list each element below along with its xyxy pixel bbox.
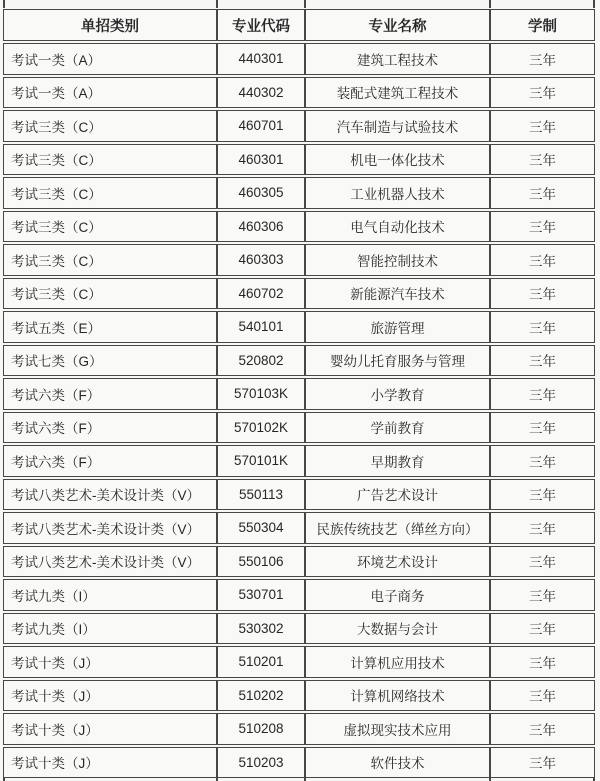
code-cell: 570102K [217, 412, 305, 444]
col-header-code: 专业代码 [217, 9, 305, 41]
code-cell: 510201 [217, 646, 305, 678]
category-cell: 考试六类（F） [3, 445, 217, 477]
table-row [3, 110, 595, 142]
column-divider-stub [593, 777, 595, 781]
category-cell: 考试三类（C） [3, 211, 217, 243]
major-cell: 新能源汽车技术 [305, 278, 490, 310]
code-cell: 460701 [217, 110, 305, 142]
category-cell: 考试六类（F） [3, 378, 217, 410]
major-cell: 旅游管理 [305, 311, 490, 343]
column-divider-stub [3, 777, 5, 781]
table-row [3, 311, 595, 343]
table-row [3, 713, 595, 745]
category-cell: 考试三类（C） [3, 110, 217, 142]
category-cell: 考试三类（C） [3, 278, 217, 310]
code-cell: 510202 [217, 680, 305, 712]
col-header-category: 单招类别 [3, 9, 217, 41]
category-cell: 考试三类（C） [3, 177, 217, 209]
duration-cell: 三年 [490, 579, 595, 611]
table-header [3, 9, 595, 41]
code-cell: 460303 [217, 244, 305, 276]
code-cell: 540101 [217, 311, 305, 343]
major-cell: 电气自动化技术 [305, 211, 490, 243]
table-row [3, 43, 595, 75]
major-cell: 早期教育 [305, 445, 490, 477]
code-cell: 440302 [217, 77, 305, 109]
category-cell: 考试三类（C） [3, 144, 217, 176]
category-cell: 考试九类（I） [3, 579, 217, 611]
table-body [3, 43, 595, 778]
table-row [3, 747, 595, 779]
category-cell: 考试十类（J） [3, 680, 217, 712]
majors-table [3, 7, 595, 780]
code-cell: 440301 [217, 43, 305, 75]
category-cell: 考试五类（E） [3, 311, 217, 343]
duration-cell: 三年 [490, 345, 595, 377]
duration-cell: 三年 [490, 646, 595, 678]
category-cell: 考试八类艺术-美术设计类（V） [3, 546, 217, 578]
code-cell: 550304 [217, 512, 305, 544]
major-cell: 智能控制技术 [305, 244, 490, 276]
code-cell: 460301 [217, 144, 305, 176]
major-cell: 婴幼儿托育服务与管理 [305, 345, 490, 377]
duration-cell: 三年 [490, 211, 595, 243]
code-cell: 460306 [217, 211, 305, 243]
col-header-duration: 学制 [490, 9, 595, 41]
table-row [3, 278, 595, 310]
category-cell: 考试六类（F） [3, 412, 217, 444]
code-cell: 570101K [217, 445, 305, 477]
category-cell: 考试八类艺术-美术设计类（V） [3, 479, 217, 511]
category-cell: 考试三类（C） [3, 244, 217, 276]
duration-cell: 三年 [490, 479, 595, 511]
column-divider-stub [304, 0, 306, 8]
duration-cell: 三年 [490, 77, 595, 109]
category-cell: 考试一类（A） [3, 77, 217, 109]
table-row [3, 680, 595, 712]
column-divider-stub [489, 0, 491, 8]
table-row [3, 512, 595, 544]
duration-cell: 三年 [490, 613, 595, 645]
duration-cell: 三年 [490, 512, 595, 544]
code-cell: 550113 [217, 479, 305, 511]
major-cell: 工业机器人技术 [305, 177, 490, 209]
table-row [3, 378, 595, 410]
category-cell: 考试九类（I） [3, 613, 217, 645]
major-cell: 汽车制造与试验技术 [305, 110, 490, 142]
major-cell: 建筑工程技术 [305, 43, 490, 75]
column-divider-stub [593, 0, 595, 8]
duration-cell: 三年 [490, 110, 595, 142]
table-row [3, 546, 595, 578]
column-divider-stub [3, 0, 5, 8]
duration-cell: 三年 [490, 445, 595, 477]
duration-cell: 三年 [490, 713, 595, 745]
major-cell: 学前教育 [305, 412, 490, 444]
column-divider-stub [304, 777, 306, 781]
col-header-major: 专业名称 [305, 9, 490, 41]
major-cell: 软件技术 [305, 747, 490, 779]
code-cell: 460305 [217, 177, 305, 209]
code-cell: 510203 [217, 747, 305, 779]
table-row [3, 211, 595, 243]
duration-cell: 三年 [490, 311, 595, 343]
header-row [3, 9, 595, 41]
code-cell: 530701 [217, 579, 305, 611]
code-cell: 510208 [217, 713, 305, 745]
category-cell: 考试十类（J） [3, 747, 217, 779]
major-cell: 民族传统技艺（缂丝方向） [305, 512, 490, 544]
table-row [3, 646, 595, 678]
category-cell: 考试十类（J） [3, 713, 217, 745]
column-divider-stub [489, 777, 491, 781]
code-cell: 570103K [217, 378, 305, 410]
category-cell: 考试八类艺术-美术设计类（V） [3, 512, 217, 544]
major-cell: 机电一体化技术 [305, 144, 490, 176]
code-cell: 530302 [217, 613, 305, 645]
duration-cell: 三年 [490, 244, 595, 276]
code-cell: 520802 [217, 345, 305, 377]
table-row [3, 77, 595, 109]
table-row [3, 345, 595, 377]
table-row [3, 479, 595, 511]
duration-cell: 三年 [490, 278, 595, 310]
duration-cell: 三年 [490, 378, 595, 410]
table-row [3, 579, 595, 611]
major-cell: 小学教育 [305, 378, 490, 410]
duration-cell: 三年 [490, 546, 595, 578]
major-cell: 计算机网络技术 [305, 680, 490, 712]
duration-cell: 三年 [490, 680, 595, 712]
code-cell: 550106 [217, 546, 305, 578]
major-cell: 虚拟现实技术应用 [305, 713, 490, 745]
code-cell: 460702 [217, 278, 305, 310]
major-cell: 电子商务 [305, 579, 490, 611]
table-row [3, 613, 595, 645]
major-cell: 计算机应用技术 [305, 646, 490, 678]
table-row [3, 177, 595, 209]
category-cell: 考试一类（A） [3, 43, 217, 75]
duration-cell: 三年 [490, 412, 595, 444]
major-cell: 环境艺术设计 [305, 546, 490, 578]
major-cell: 大数据与会计 [305, 613, 490, 645]
duration-cell: 三年 [490, 747, 595, 779]
major-cell: 装配式建筑工程技术 [305, 77, 490, 109]
table-row [3, 144, 595, 176]
table-row [3, 244, 595, 276]
column-divider-stub [216, 777, 218, 781]
duration-cell: 三年 [490, 144, 595, 176]
duration-cell: 三年 [490, 177, 595, 209]
column-divider-stub [216, 0, 218, 8]
duration-cell: 三年 [490, 43, 595, 75]
major-cell: 广告艺术设计 [305, 479, 490, 511]
table-row [3, 445, 595, 477]
table-row [3, 412, 595, 444]
category-cell: 考试十类（J） [3, 646, 217, 678]
category-cell: 考试七类（G） [3, 345, 217, 377]
